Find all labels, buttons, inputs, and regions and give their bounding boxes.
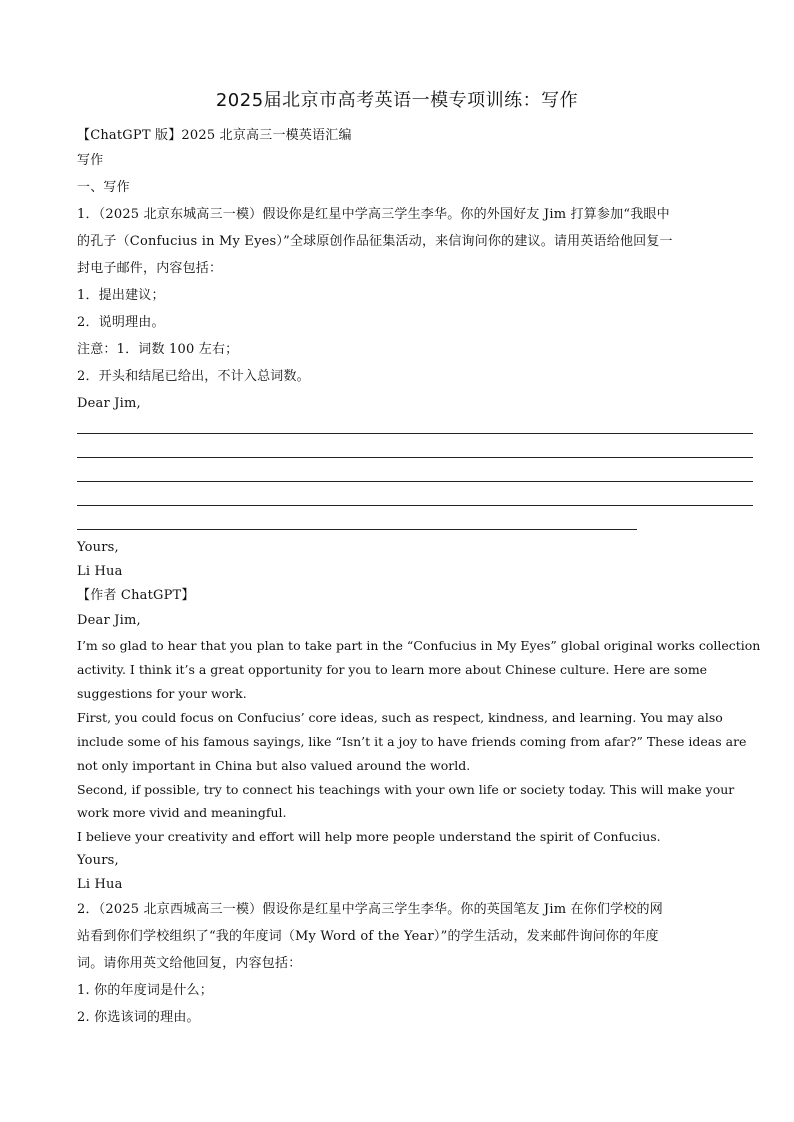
answer-line: suggestions for your work.: [77, 686, 247, 701]
q2-prompt-line: 站看到你们学校组织了“我的年度词（My Word of the Year）”的学生活动，发来邮件询问你的年度: [77, 929, 659, 944]
answer-closing: Yours,: [77, 853, 119, 868]
writing-line: [77, 505, 753, 506]
subsection-heading: 一、写作: [77, 180, 130, 195]
answer-line: First, you could focus on Confucius’ core ideas, such as respect, kindness, and learning. You may also: [77, 710, 723, 725]
q2-prompt-line: 词。请你用英文给他回复，内容包括：: [77, 956, 302, 971]
q1-prompt-line: 封电子邮件，内容包括：: [77, 261, 223, 276]
writing-line: [77, 433, 753, 434]
q1-prompt-line: 的孔子（Confucius in My Eyes）”全球原创作品征集活动，来信询问你的建议。请用英语给他回复一: [77, 234, 673, 249]
section-heading: 写作: [77, 153, 104, 168]
q2-prompt-line: 2．（2025 北京西城高三一模）假设你是红星中学高三学生李华。你的英国笔友 Jim 在你们学校的网: [77, 902, 663, 917]
q1-greeting: Dear Jim,: [77, 396, 141, 411]
answer-line: Second, if possible, try to connect his teachings with your own life or society today. This will make your: [77, 782, 735, 797]
answer-line: I believe your creativity and effort will help more people understand the spirit of Confucius.: [77, 829, 661, 844]
answer-line: work more vivid and meaningful.: [77, 805, 287, 820]
source-header: 【ChatGPT 版】2025 北京高三一模英语汇编: [77, 128, 352, 143]
answer-line: not only important in China but also valued around the world.: [77, 758, 471, 773]
q1-requirement: 1．提出建议；: [77, 288, 165, 303]
answer-line: I’m so glad to hear that you plan to take part in the “Confucius in My Eyes” global original works collection: [77, 638, 761, 653]
answer-greeting: Dear Jim,: [77, 613, 141, 628]
page-title: 2025届北京市高考英语一模专项训练：写作: [215, 90, 579, 111]
writing-line: [77, 457, 753, 458]
q1-closing: Yours,: [77, 540, 119, 555]
author-tag: 【作者 ChatGPT】: [77, 588, 195, 603]
q2-requirement: 1. 你的年度词是什么；: [77, 983, 213, 998]
q2-requirement: 2. 你选该词的理由。: [77, 1010, 200, 1025]
answer-line: include some of his famous sayings, like “Isn’t it a joy to have friends coming from afar?” These ideas are: [77, 734, 747, 749]
q1-note: 注意：1．词数 100 左右；: [77, 342, 239, 357]
writing-line: [77, 481, 753, 482]
q1-requirement: 2．说明理由。: [77, 315, 165, 330]
q1-signature: Li Hua: [77, 564, 123, 579]
writing-line: [77, 529, 637, 530]
q1-prompt-line: 1．（2025 北京东城高三一模）假设你是红星中学高三学生李华。你的外国好友 Jim 打算参加“我眼中: [77, 207, 670, 222]
q1-note: 2．开头和结尾已给出，不计入总词数。: [77, 369, 310, 384]
answer-signature: Li Hua: [77, 877, 123, 892]
answer-line: activity. I think it’s a great opportunity for you to learn more about Chinese culture. Here are some: [77, 662, 708, 677]
